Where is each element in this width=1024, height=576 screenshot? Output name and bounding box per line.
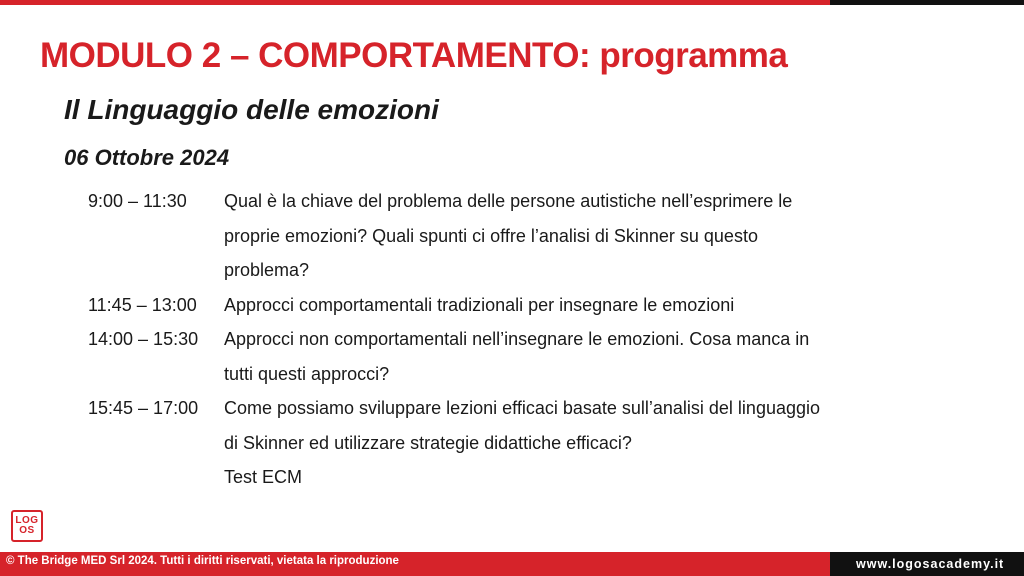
description-line: Come possiamo sviluppare lezioni efficaci basate sull’analisi del linguaggio [224,398,821,418]
description-line: problema? [224,260,310,280]
schedule-list [88,184,1003,495]
schedule-time: 15:45 – 17:00 [88,398,199,418]
schedule-description [224,322,1003,391]
description-line: Approcci comportamentali tradizionali per insegnare le emozioni [224,294,735,315]
slide-title: MODULO 2 – COMPORTAMENTO: programma [40,36,788,75]
slide-subtitle: Il Linguaggio delle emozioni [64,94,439,125]
schedule-description [224,288,1003,323]
description-line: Approcci non comportamentali nell’insegnare le emozioni. Cosa manca in [224,329,810,349]
description-line: Test ECM [224,467,303,487]
footer-copyright: © The Bridge MED Srl 2024. Tutti i diritti riservati, vietata la riproduzione [6,555,399,567]
top-dark-bar [830,0,1024,5]
schedule-time: 14:00 – 15:30 [88,329,199,349]
schedule-time: 11:45 – 13:00 [88,294,197,315]
session-date: 06 Ottobre 2024 [64,145,230,170]
description-line: proprie emozioni? Quali spunti ci offre l’analisi di Skinner su questo [224,225,758,246]
description-line: tutti questi approcci? [224,363,390,384]
logos-logo [11,510,43,542]
description-line: Qual è la chiave del problema delle persone autistiche nell’esprimere le [224,191,793,211]
logo-text-bottom: OS [19,525,35,536]
schedule-description [224,391,1003,495]
logo-text-top: LOG [15,515,39,526]
schedule-row [88,184,1003,288]
description-line: di Skinner ed utilizzare strategie didattiche efficaci? [224,432,632,453]
schedule-row [88,391,1003,495]
schedule-row [88,288,1003,323]
schedule-time: 9:00 – 11:30 [88,191,187,211]
footer-website: www.logosacademy.it [856,557,1005,571]
schedule-row [88,322,1003,391]
schedule-description [224,184,1003,288]
top-accent-bar [0,0,830,5]
